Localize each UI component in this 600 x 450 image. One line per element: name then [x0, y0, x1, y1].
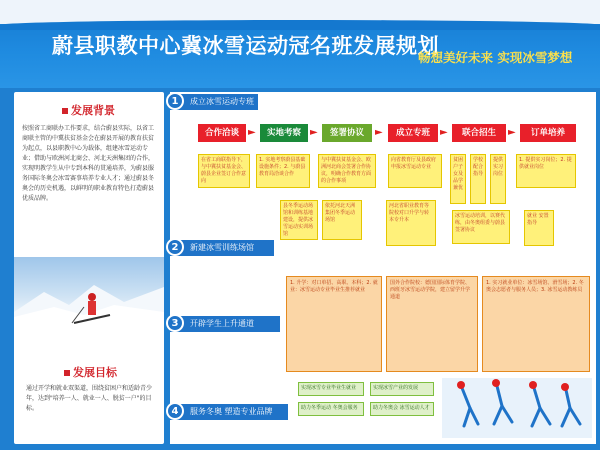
box-venue-b: 依托河北天洲集团冬季运动场馆	[322, 200, 362, 240]
page-title: 蔚县职教中心冀冰雪运动冠名班发展规划	[52, 34, 439, 58]
arrow-right-icon: ►	[375, 127, 383, 138]
header-top-band	[0, 0, 600, 24]
box-venue-a: 县冬季运动场馆和训练基地建设，提供冰雪运动实训场馆	[280, 200, 318, 240]
box-enroll-b: 学校 配合 指导	[470, 154, 486, 204]
step-cooperation: 合作洽谈	[198, 124, 246, 142]
box-enroll-c: 提供 实习 岗位	[490, 154, 506, 204]
box-order: 1. 提供实习岗位；2. 提供就业岗位	[516, 154, 576, 188]
box-employ: 就业 安置 指导	[524, 210, 554, 246]
box-goal-c: 实现冰雪产业的发展	[370, 382, 434, 396]
row-bar-4	[170, 404, 288, 420]
row-number-1: 1	[166, 92, 184, 110]
row-bar-3	[170, 316, 280, 332]
step-order-training: 订单培养	[520, 124, 576, 142]
step-sign-agreement: 签署协议	[322, 124, 372, 142]
box-goal-a: 实现冰雪专业毕业生就业	[298, 382, 364, 396]
box-upgrade: 河北省职业教育等院校对口升学与转本专升本	[386, 200, 436, 246]
box-enroll-sum: 冰雪运动培训，以赛代练，由冬奥组委与蔚县签署协议	[452, 210, 510, 244]
box-goal-d: 助力冬奥会 冰雪运动人才	[370, 402, 434, 416]
main-panel	[170, 92, 596, 444]
goal-title: 发展目标	[64, 364, 117, 380]
row-number-3: 3	[166, 314, 184, 332]
box-field-visit: 1. 实地考察蔚县基础设施条件；2. 与蔚县教育局洽谈合作	[256, 154, 310, 188]
header	[0, 0, 600, 88]
step-joint-enrollment: 联合招生	[452, 124, 506, 142]
row-label-2: 新建冰雪训练场馆	[190, 243, 254, 252]
box-agreement: 与中冀扶贫基金会、欧洲河北商会签署合作协议，明确合作教育方面的合作事项	[318, 154, 376, 188]
skiing-photo	[14, 257, 164, 355]
arrow-right-icon: ►	[440, 127, 448, 138]
row-number-2: 2	[166, 238, 184, 256]
box-goal-b: 助力冬季运动 冬奥会服务	[298, 402, 364, 416]
background-title: 发展背景	[62, 102, 115, 118]
arrow-right-icon: ►	[508, 127, 516, 138]
row-number-4: 4	[166, 402, 184, 420]
arrow-right-icon: ►	[248, 127, 256, 138]
box-pathway-abroad: 国外合作院校：德国国际体育学院、西班牙冰雪运动学院，建立留学升学通道	[386, 276, 478, 372]
background-text: 按照省工商联办工作要求，结合蔚县实际，以省工商联主管的中冀扶贫基金会在蔚县开展的教育扶贫为起点，以县职教中心为载体，组建冰雪运动专业；借助与欧洲河北商会、河北天洲集团的合作，实现明教学生从中专到本科的贯通培养，为蔚县服务国际冬奥会冰雪赛事培养专业人才；通过蔚县冬奥会的历史机遇，以鲜明的职业教育特色打造蔚县优质品牌。	[22, 125, 155, 202]
box-enroll-a: 贫困户子女及品学兼优	[450, 154, 466, 204]
slogan: 畅想美好未来 实现冰雪梦想	[418, 50, 573, 65]
row-bar-2	[170, 240, 274, 256]
step-field-visit: 实地考察	[260, 124, 308, 142]
skiers-illustration	[442, 378, 592, 438]
row-label-4: 服务冬奥 塑造专业品牌	[190, 407, 273, 416]
arrow-right-icon: ►	[310, 127, 318, 138]
step-set-up-class: 成立专班	[388, 124, 438, 142]
row-label-1: 成立冰雪运动专班	[190, 97, 254, 106]
box-set-up: 向省教育厅及县政府申报冰雪运动专业	[388, 154, 442, 188]
box-cooperation: 在省工商联指导下，与中冀扶贫基金会、蔚县企业签订合作意向	[198, 154, 250, 188]
goal-text: 通过开学和就业双渠道，围绕贫困户和适龄青少年，达到"培养一人、就业一人、脱贫一户"的目标。	[26, 385, 153, 412]
box-pathway-jobs: 1. 实习就业单位：冰雪场馆、滑雪场；2. 冬奥会志愿者与服务人员；3. 冰雪运动教练员	[482, 276, 590, 372]
box-pathway-domestic: 1. 升学：对口单招、高职、本科；2. 就业：冰雪运动专业毕业生推荐就业	[286, 276, 382, 372]
row-label-3: 开辟学生上升通道	[190, 319, 254, 328]
left-panel	[14, 92, 164, 444]
